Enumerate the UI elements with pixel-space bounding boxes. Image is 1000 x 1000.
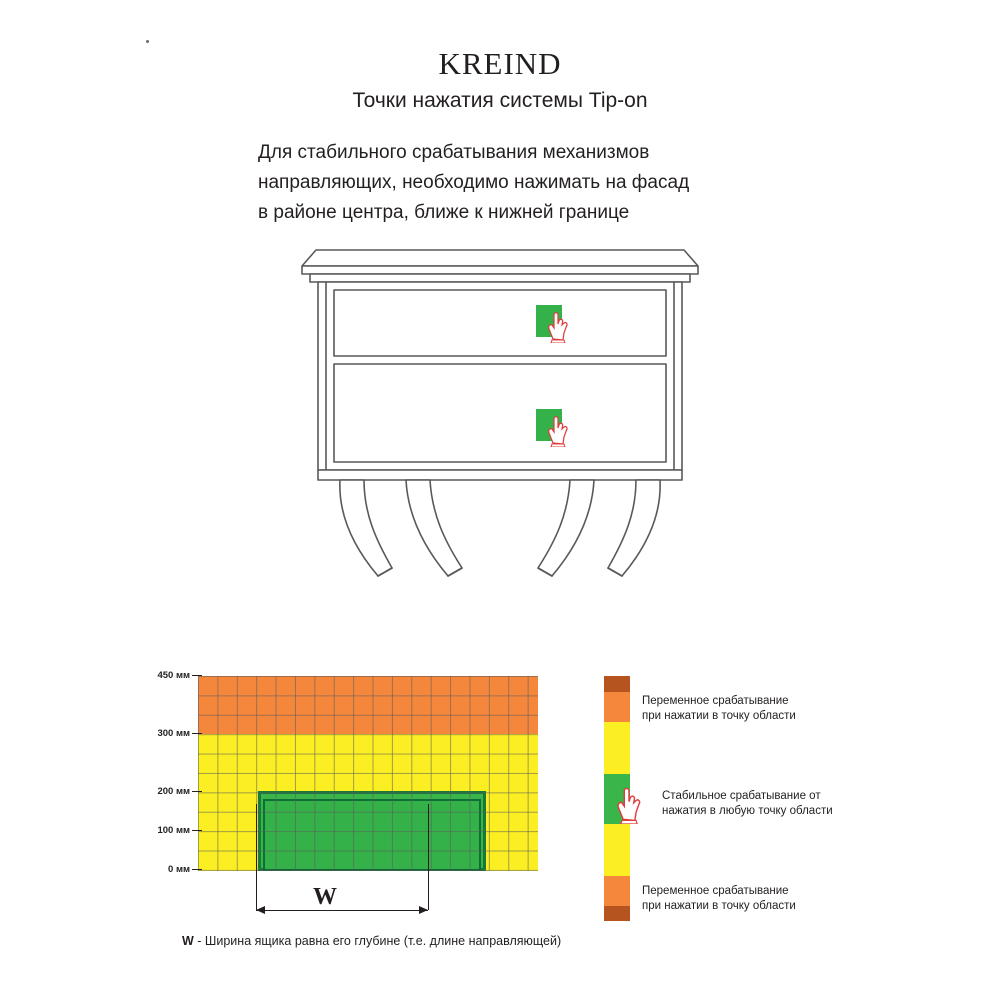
y-tick-label-450: 450 мм (157, 670, 190, 681)
width-dimension (198, 880, 488, 940)
legend-item-middle-line1: Стабильное срабатывание от (662, 790, 821, 802)
legend-item-bottom (642, 884, 892, 914)
nightstand-illustration (280, 232, 720, 602)
intro-line-3: в районе центра, ближе к нижней границе (258, 202, 630, 223)
legend-item-bottom-line1: Переменное срабатывание (642, 885, 789, 897)
chart-footnote (182, 934, 561, 948)
legend-item-bottom-line2: при нажатии в точку области (642, 900, 796, 912)
y-tick-300 (192, 733, 202, 734)
legend-item-top-line2: при нажатии в точку области (642, 710, 796, 722)
y-tick-0 (192, 869, 202, 870)
hand-press-icon (544, 309, 572, 343)
press-zone-chart (150, 670, 570, 881)
dimension-extension-right (428, 804, 429, 910)
intro-text (258, 138, 778, 228)
press-point-lower-drawer[interactable] (536, 409, 570, 449)
zone-orange-upper (198, 676, 538, 734)
legend-seg-dark-orange-top (604, 676, 630, 692)
legend-item-middle (662, 789, 912, 819)
y-tick-label-200: 200 мм (157, 786, 190, 797)
dimension-label-w: W (313, 884, 337, 910)
dimension-line (256, 910, 428, 911)
dimension-arrow-left (256, 906, 265, 914)
legend-item-top-line1: Переменное срабатывание (642, 695, 789, 707)
legend-item-middle-line2: нажатия в любую точку области (662, 805, 833, 817)
footnote-text: - Ширина ящика равна его глубине (т.е. длине направляющей) (193, 934, 562, 948)
legend-seg-orange-top (604, 692, 630, 722)
page-subtitle: Точки нажатия системы Tip-on (352, 89, 648, 112)
legend-seg-yellow-top (604, 722, 630, 774)
y-tick-label-100: 100 мм (157, 825, 190, 836)
y-tick-200 (192, 791, 202, 792)
legend-item-top (642, 694, 892, 724)
y-tick-label-0: 0 мм (168, 864, 190, 875)
legend-seg-dark-orange-bottom (604, 906, 630, 921)
footnote-symbol: W (182, 934, 194, 948)
y-tick-label-300: 300 мм (157, 728, 190, 739)
brand-title: KREIND (438, 46, 562, 81)
stray-dot-mark (146, 40, 149, 43)
legend-seg-yellow-bottom (604, 824, 630, 876)
intro-line-1: Для стабильного срабатывания механизмов (258, 142, 650, 163)
legend (604, 676, 904, 921)
y-tick-450 (192, 675, 202, 676)
zone-green-inner (263, 799, 481, 871)
dimension-extension-left (256, 804, 257, 910)
intro-line-2: направляющих, необходимо нажимать на фасад (258, 172, 690, 193)
y-tick-100 (192, 830, 202, 831)
dimension-arrow-right (419, 906, 428, 914)
press-point-upper-drawer[interactable] (536, 305, 570, 345)
legend-seg-orange-bottom (604, 876, 630, 906)
hand-press-icon (612, 784, 646, 824)
hand-press-icon (544, 413, 572, 447)
chart-y-axis (150, 670, 190, 875)
